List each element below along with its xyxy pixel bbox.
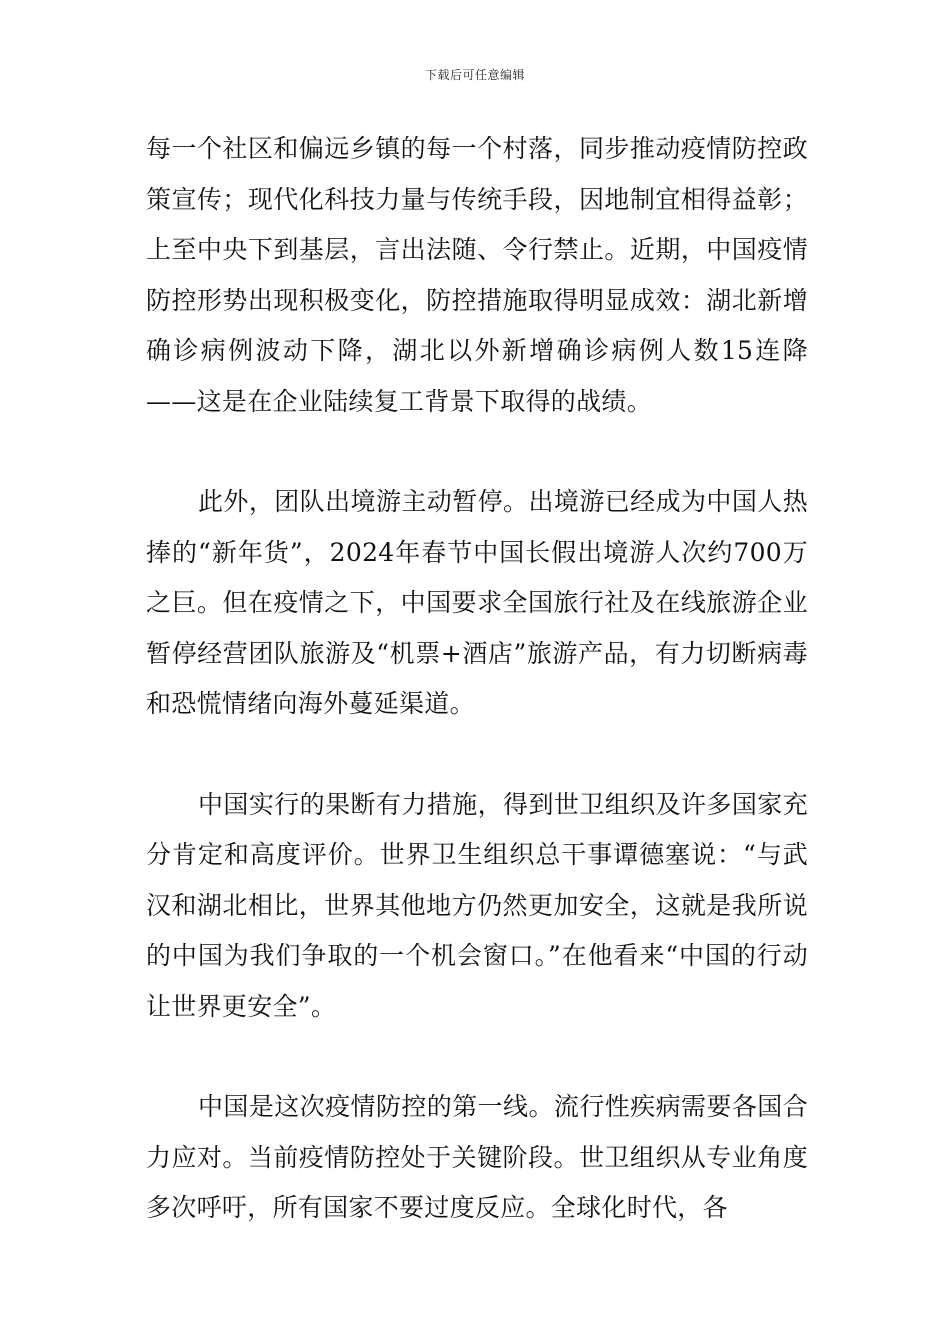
paragraph-3: 中国实行的果断有力措施，得到世卫组织及许多国家充分肯定和高度评价。世界卫生组织总干事谭德塞说：“与武汉和湖北相比，世界其他地方仍然更加安全，这就是我所说的中国为我们争取的一个机会窗口。”在他看来“中国的行动让世界更安全”。 — [146, 789, 808, 1021]
document-body — [146, 124, 808, 1284]
paragraph-1: 每一个社区和偏远乡镇的每一个村落，同步推动疫情防控政策宣传；现代化科技力量与传统手段，因地制宜相得益彰；上至中央下到基层，言出法随、令行禁止。近期，中国疫情防控形势出现积极变化，防控措施取得明显成效：湖北新增确诊病例波动下降，湖北以外新增确诊病例人数15连降——这是在企业陆续复工背景下取得的战绩。 — [146, 134, 808, 416]
paragraph-2: 此外，团队出境游主动暂停。出境游已经成为中国人热捧的“新年货”，2024年春节中国长假出境游人次约700万之巨。但在疫情之下，中国要求全国旅行社及在线旅游企业暂停经营团队旅游及“机票+酒店”旅游产品，有力切断病毒和恐慌情绪向海外蔓延渠道。 — [146, 487, 808, 718]
page-header: 下载后可任意编辑 — [424, 68, 525, 82]
paragraph-4: 中国是这次疫情防控的第一线。流行性疾病需要各国合力应对。当前疫情防控处于关键阶段。世卫组织从专业角度多次呼吁，所有国家不要过度反应。全球化时代，各 — [146, 1092, 808, 1222]
